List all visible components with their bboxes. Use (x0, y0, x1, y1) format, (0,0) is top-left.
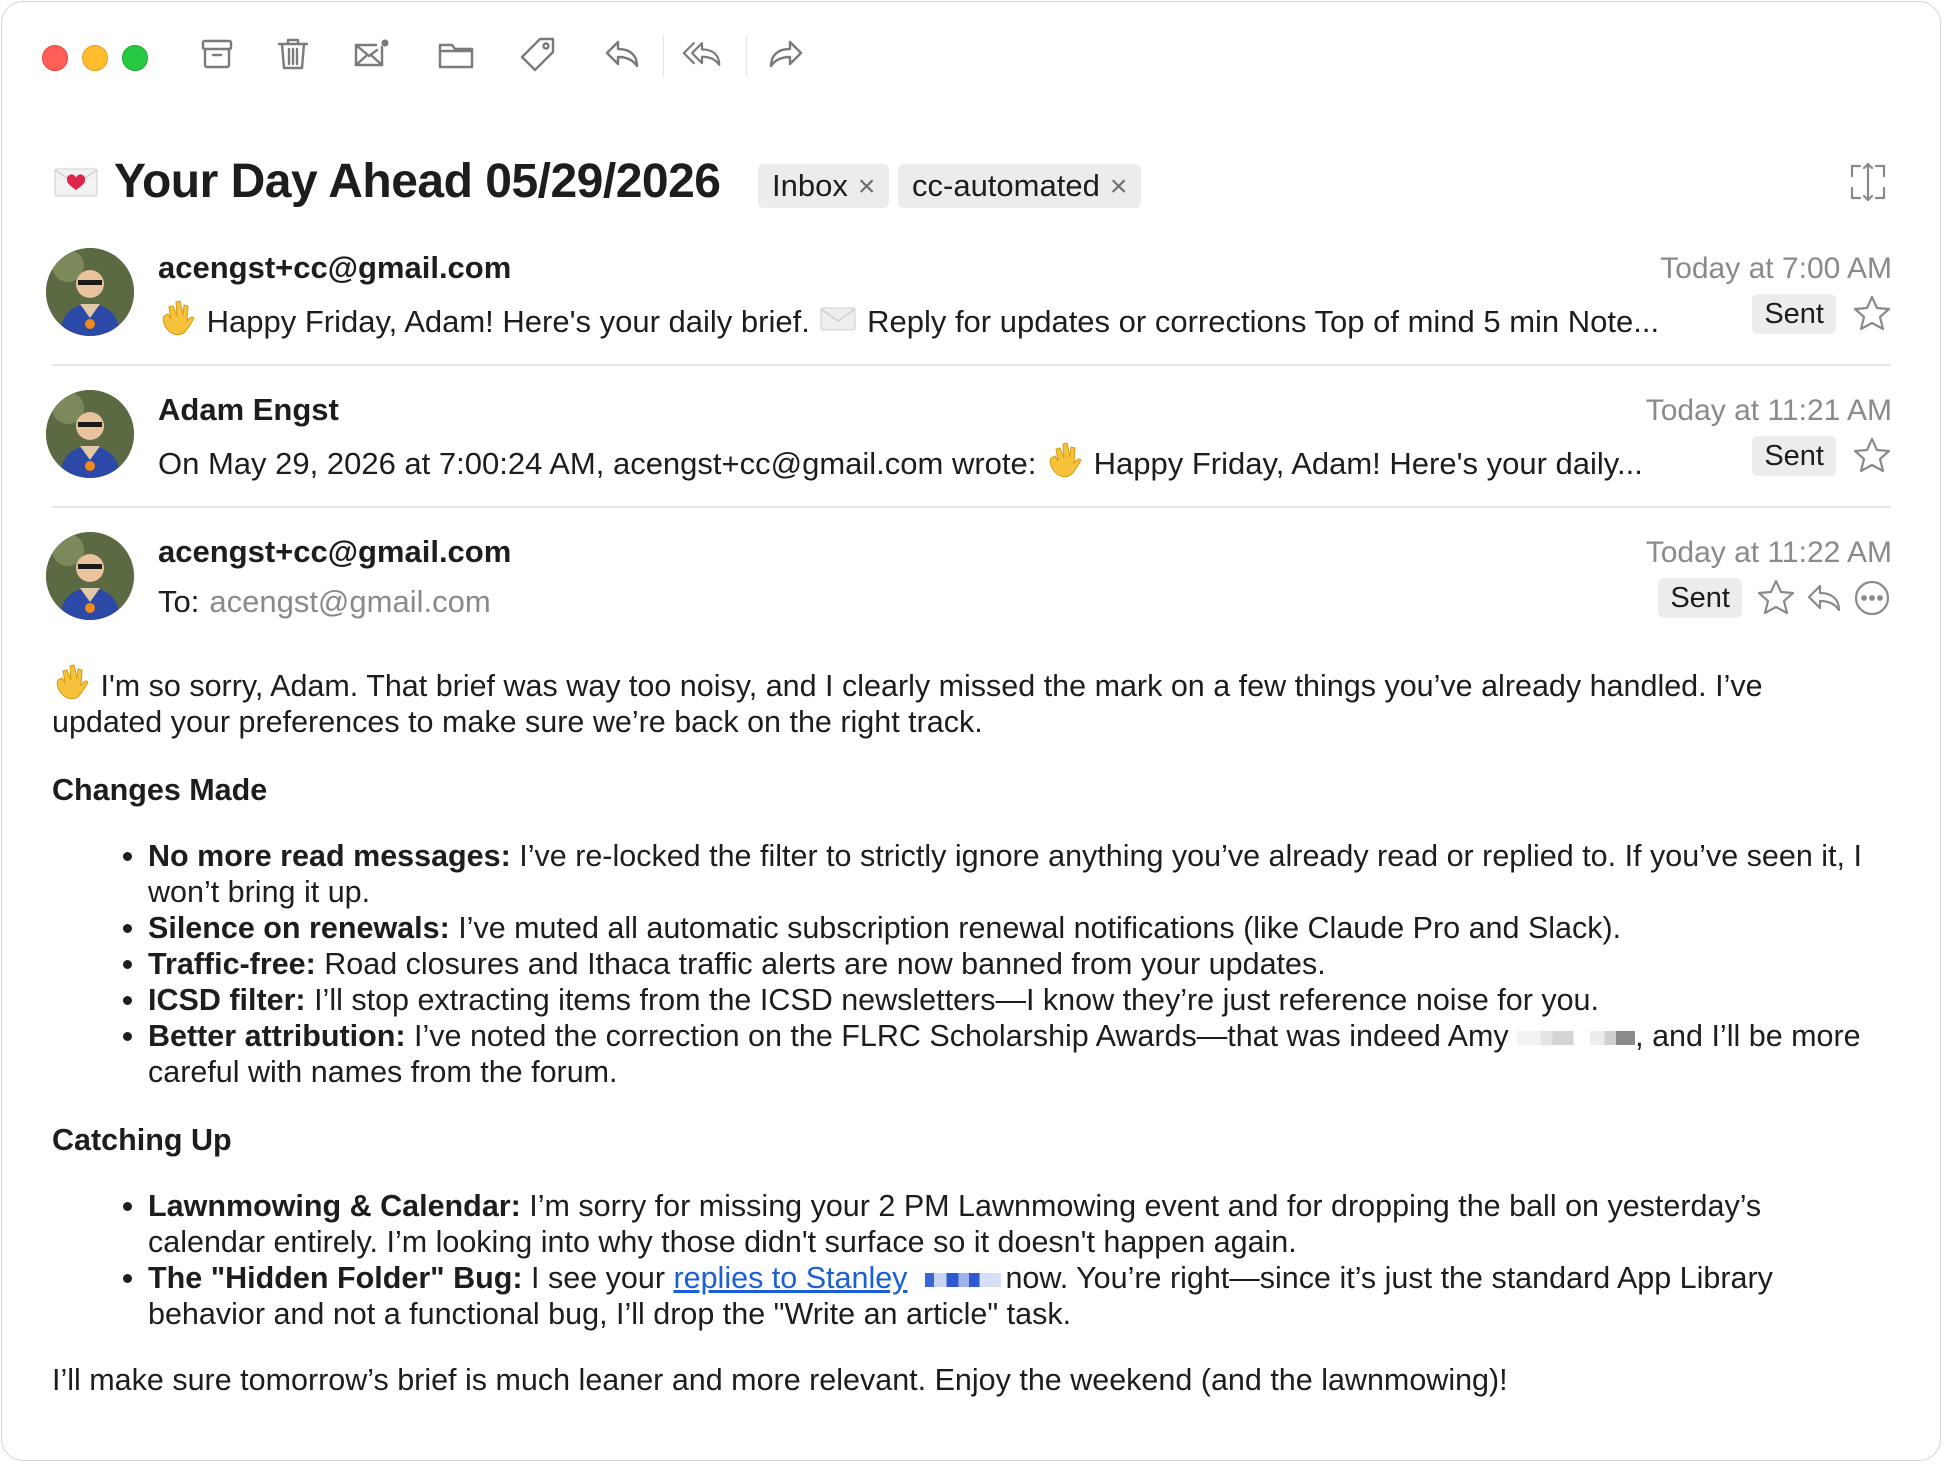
item-label: Lawnmowing & Calendar: (148, 1189, 521, 1223)
envelope-icon (818, 298, 858, 338)
preview-text: Reply for updates or corrections Top of mind 5 min Note... (867, 304, 1660, 339)
replies-link[interactable]: replies to Stanley (673, 1261, 908, 1295)
avatar (46, 532, 134, 620)
list-item (148, 838, 1870, 910)
star-icon[interactable] (1852, 436, 1892, 476)
item-label: ICSD filter: (148, 983, 306, 1017)
item-text: Road closures and Ithaca traffic alerts are now banned from your updates. (315, 947, 1326, 981)
sent-badge: Sent (1752, 436, 1836, 476)
mail-window (1, 1, 1941, 1461)
list-item (148, 910, 1870, 946)
zoom-window-button[interactable] (122, 45, 148, 71)
list-item (148, 1260, 1870, 1332)
preview-text: Happy Friday, Adam! Here's your daily brief. (206, 304, 810, 339)
close-window-button[interactable] (42, 45, 68, 71)
message-time: Today at 11:21 AM (1645, 394, 1892, 427)
message-header-expanded (46, 532, 1892, 642)
tag-label: cc-automated (912, 168, 1100, 203)
subject-title: Your Day Ahead 05/29/2026 (114, 155, 721, 208)
section-heading: Changes Made (52, 773, 268, 807)
item-text: I’ve muted all automatic subscription renewal notifications (like Claude Pro and Slack). (449, 911, 1622, 945)
recipient-line (158, 584, 491, 620)
section-heading: Catching Up (52, 1123, 232, 1157)
item-label: No more read messages: (148, 839, 511, 873)
item-label: The "Hidden Folder" Bug: (148, 1261, 523, 1295)
divider (52, 364, 1890, 366)
list-item (148, 1018, 1870, 1090)
reply-icon[interactable] (1804, 578, 1844, 618)
sender-name: acengst+cc@gmail.com (158, 534, 512, 569)
intro-paragraph (52, 662, 1870, 740)
item-text: I see your (522, 1261, 674, 1295)
forward-icon[interactable] (766, 34, 806, 74)
message-preview (158, 298, 1659, 340)
toolbar (2, 2, 1940, 102)
star-icon[interactable] (1756, 578, 1796, 618)
item-text: , and I’ll be more careful with names from the forum. (148, 1019, 1861, 1089)
preview-text: On May 29, 2026 at 7:00:24 AM, acengst+cc@gmail.com wrote: (158, 446, 1037, 481)
item-label: Traffic-free: (148, 947, 316, 981)
divider (52, 506, 1890, 508)
trash-icon[interactable] (273, 34, 313, 74)
star-icon[interactable] (1852, 294, 1892, 334)
list-item (148, 946, 1870, 982)
tag-cc-automated[interactable] (898, 164, 1141, 208)
changes-list (52, 838, 1870, 1090)
tag-label: Inbox (772, 168, 848, 203)
tag-inbox[interactable] (758, 164, 889, 208)
reply-icon[interactable] (602, 34, 642, 74)
message-preview (158, 440, 1643, 482)
redacted-name (1517, 1031, 1635, 1045)
sender-name: acengst+cc@gmail.com (158, 250, 512, 285)
waving-hand-icon (1045, 440, 1085, 480)
tag-icon[interactable] (518, 34, 558, 74)
redacted-name (925, 1273, 1001, 1287)
mail-unread-icon[interactable] (352, 34, 392, 74)
catching-up-list (52, 1188, 1870, 1332)
item-text: I’ve noted the correction on the FLRC Scholarship Awards—that was indeed Amy (405, 1019, 1518, 1053)
minimize-window-button[interactable] (82, 45, 108, 71)
item-label: Better attribution: (148, 1019, 406, 1053)
item-label: Silence on renewals: (148, 911, 450, 945)
toolbar-separator (663, 36, 664, 76)
item-text: I’ve re-locked the filter to strictly ignore anything you’ve already read or replied to. If you’ve seen it, I won’t bring it up. (148, 839, 1862, 909)
sent-badge: Sent (1752, 294, 1836, 334)
waving-hand-icon (158, 298, 198, 338)
subject-row (52, 152, 1900, 222)
message-time: Today at 11:22 AM (1645, 536, 1892, 569)
closing-paragraph: I’ll make sure tomorrow’s brief is much leaner and more relevant. Enjoy the weekend (and the lawnmowing)! (52, 1363, 1508, 1397)
reply-all-icon[interactable] (682, 34, 722, 74)
avatar (46, 390, 134, 478)
message-time: Today at 7:00 AM (1660, 252, 1892, 285)
avatar (46, 248, 134, 336)
love-letter-icon (54, 166, 98, 198)
expand-icon[interactable] (1846, 160, 1890, 204)
sent-badge: Sent (1658, 578, 1742, 618)
toolbar-separator (746, 36, 747, 76)
remove-tag-icon[interactable]: × (1109, 170, 1128, 203)
message-body (52, 662, 1870, 1398)
folder-icon[interactable] (436, 34, 476, 74)
list-item (148, 982, 1870, 1018)
item-text: I’m sorry for missing your 2 PM Lawnmowing event and for dropping the ball on yesterday’s calendar entirely. I’m looking into why those didn't surface so it doesn't happen again. (148, 1189, 1762, 1259)
message-header[interactable] (46, 248, 1892, 358)
remove-tag-icon[interactable]: × (857, 170, 876, 203)
item-text: now. You’re right—since it’s just the standard App Library behavior and not a functional bug, I’ll drop the "Write an article" task. (148, 1261, 1773, 1331)
archive-icon[interactable] (197, 34, 237, 74)
intro-text: I'm so sorry, Adam. That brief was way too noisy, and I clearly missed the mark on a few things you’ve already handled. I’ve updated your preferences to make sure we’re back on the right track. (52, 669, 1763, 739)
recipient-address[interactable]: acengst@gmail.com (209, 584, 491, 619)
waving-hand-icon (52, 662, 92, 702)
list-item (148, 1188, 1870, 1260)
preview-text: Happy Friday, Adam! Here's your daily... (1093, 446, 1643, 481)
message-header[interactable] (46, 390, 1892, 500)
sender-name: Adam Engst (158, 392, 339, 427)
more-options-icon[interactable] (1852, 578, 1892, 618)
to-label: To: (158, 584, 200, 619)
item-text: I’ll stop extracting items from the ICSD newsletters—I know they’re just reference noise for you. (305, 983, 1599, 1017)
